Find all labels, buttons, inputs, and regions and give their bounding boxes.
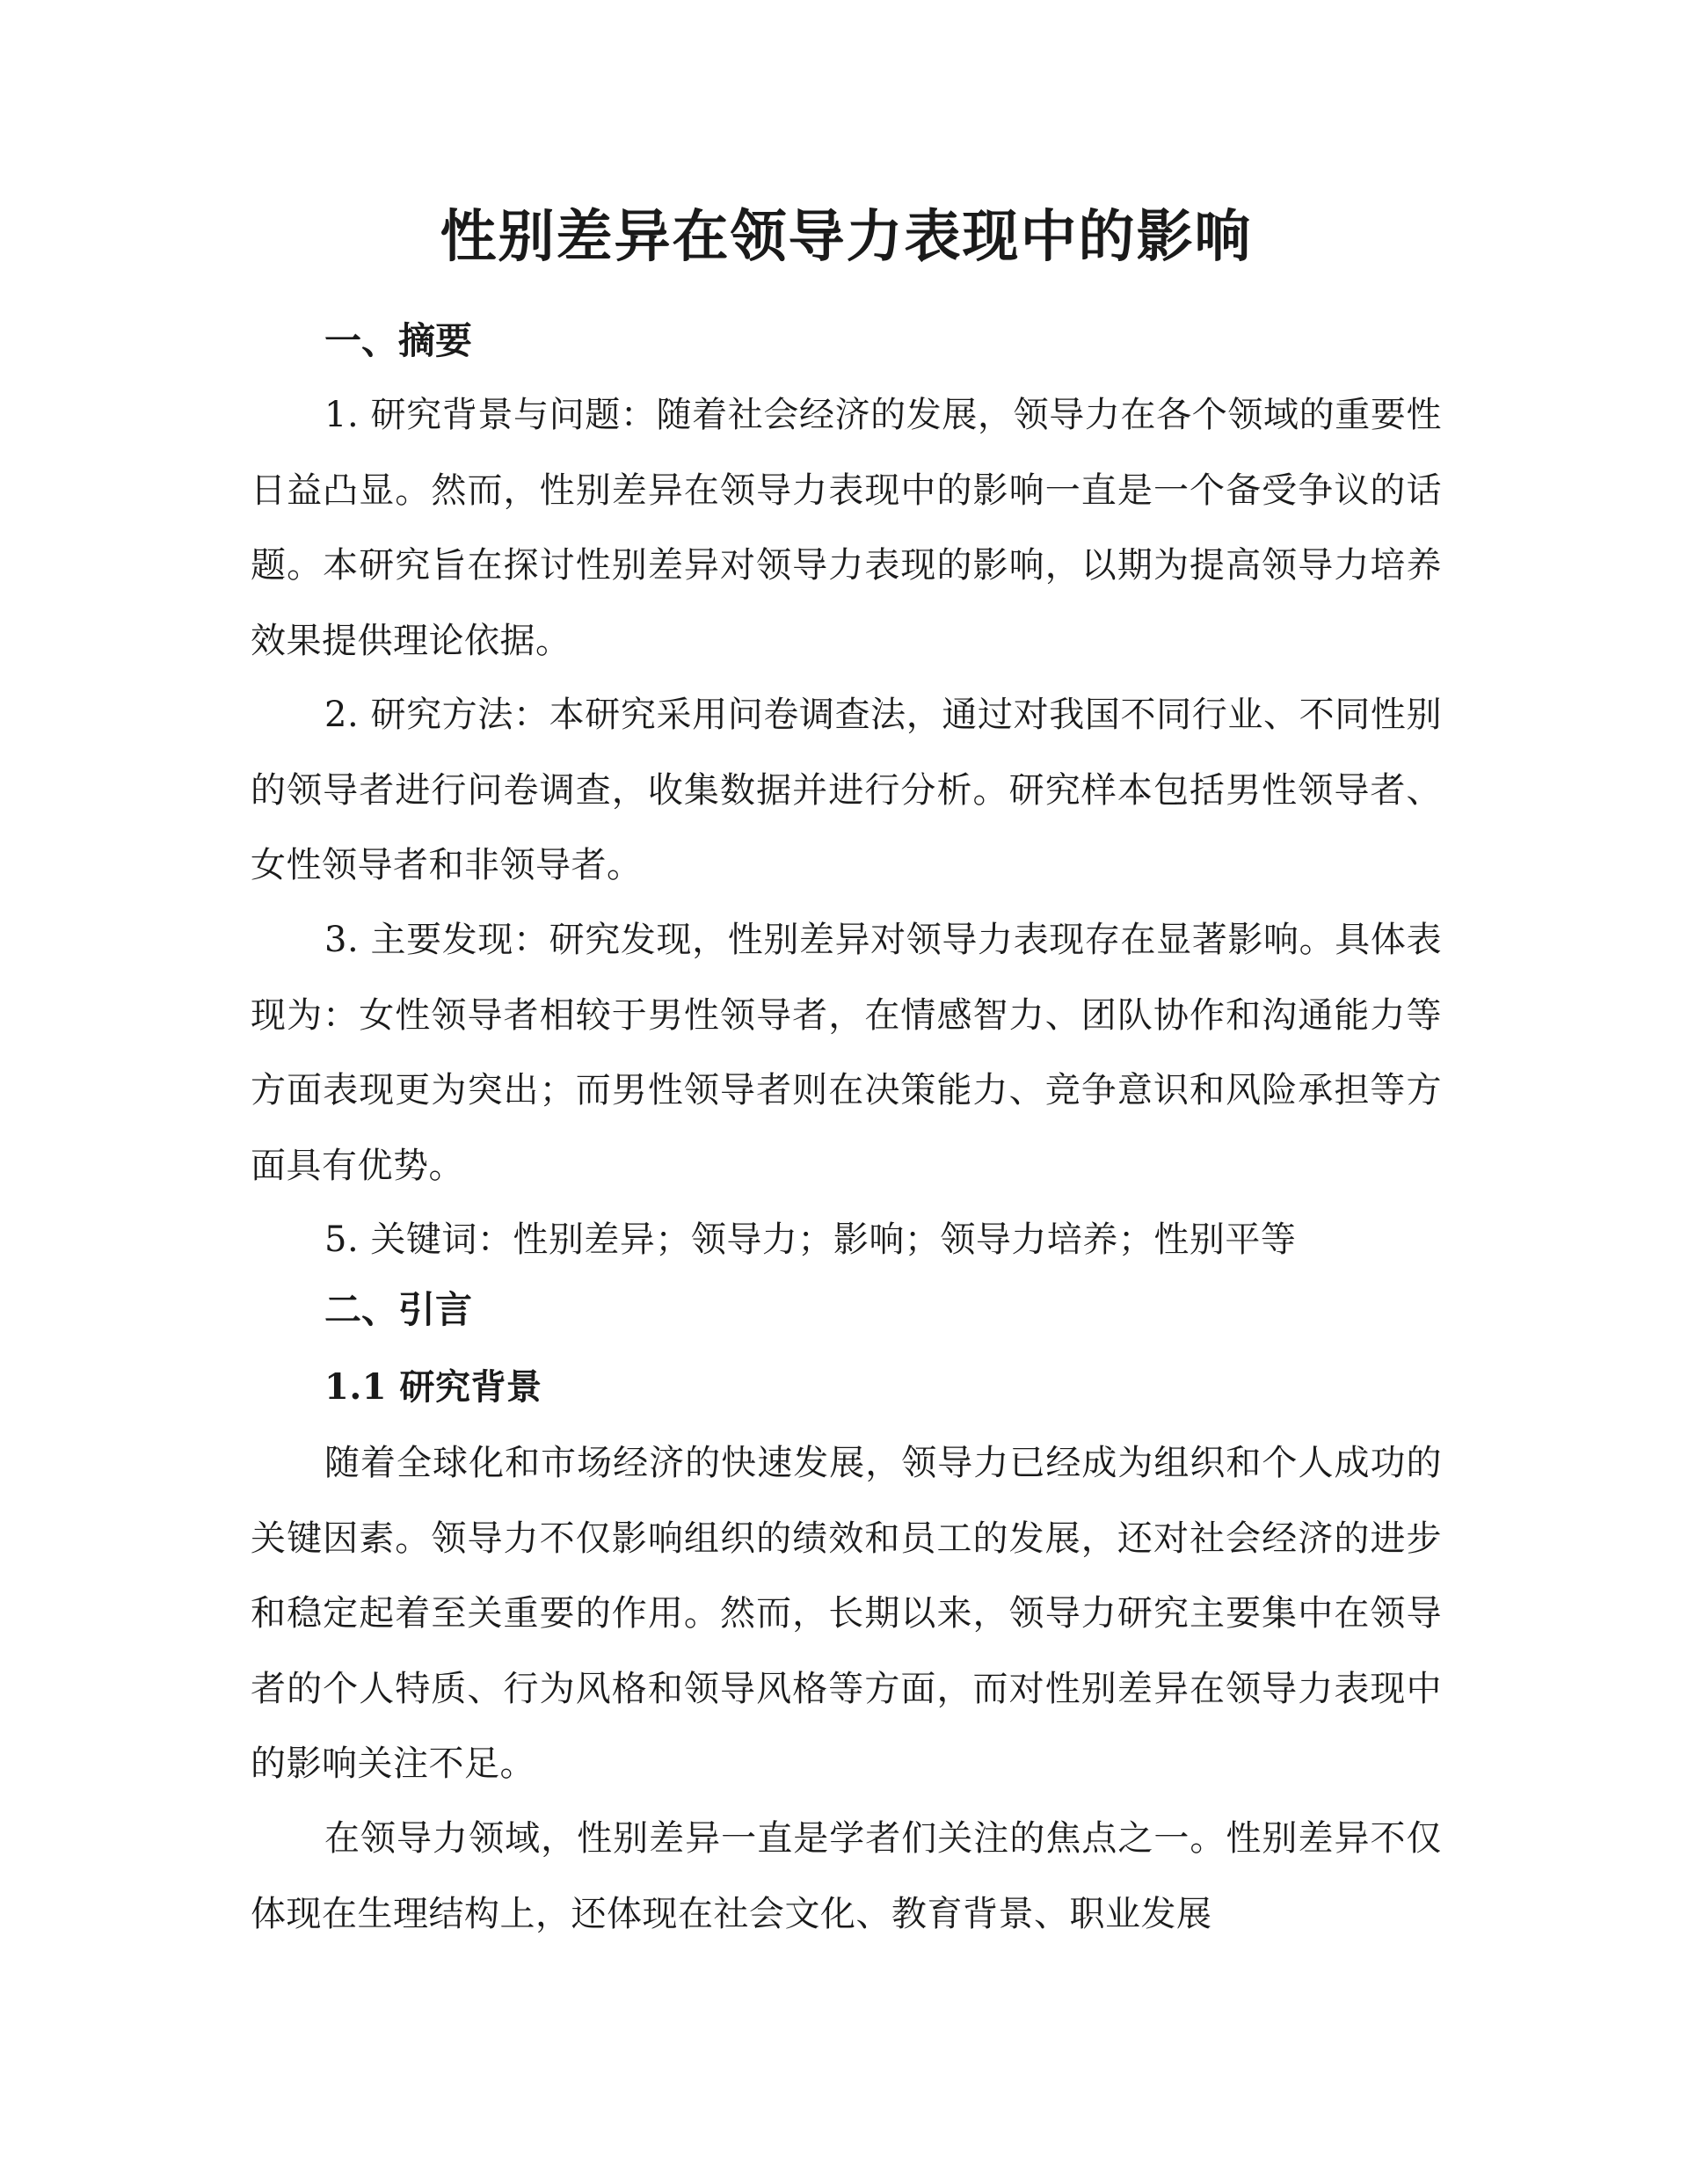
section-heading-abstract: 一、摘要 bbox=[324, 319, 473, 362]
document-title: 性别差异在领导力表现中的影响 bbox=[440, 205, 1253, 270]
intro-paragraph-1: 随着全球化和市场经济的快速发展，领导力已经成为组织和个人成功的关键因素。领导力不仅影响组织的绩效和员工的发展，还对社会经济的进步和稳定起着至关重要的作用。然而，长期以来，领导力研究主要集中在领导者的个人特质、行为风格和领导风格等方面，而对性别差异在领导力表现中的影响关注不足。 bbox=[251, 1443, 1442, 1784]
subheading-research-background: 1.1 研究背景 bbox=[324, 1366, 542, 1408]
abstract-paragraph-method: 2. 研究方法：本研究采用问卷调查法，通过对我国不同行业、不同性别的领导者进行问卷调查，收集数据并进行分析。研究样本包括男性领导者、女性领导者和非领导者。 bbox=[251, 695, 1442, 885]
abstract-paragraph-keywords: 5. 关键词：性别差异；领导力；影响；领导力培养；性别平等 bbox=[324, 1219, 1297, 1260]
intro-paragraph-2: 在领导力领域，性别差异一直是学者们关注的焦点之一。性别差异不仅体现在生理结构上，还体现在社会文化、教育背景、职业发展 bbox=[251, 1818, 1442, 1934]
abstract-paragraph-background: 1. 研究背景与问题：随着社会经济的发展，领导力在各个领域的重要性日益凸显。然而，性别差异在领导力表现中的影响一直是一个备受争议的话题。本研究旨在探讨性别差异对领导力表现的影响，以期为提高领导力培养效果提供理论依据。 bbox=[251, 395, 1442, 661]
section-heading-introduction: 二、引言 bbox=[324, 1288, 473, 1331]
abstract-paragraph-findings: 3. 主要发现：研究发现，性别差异对领导力表现存在显著影响。具体表现为：女性领导者相较于男性领导者，在情感智力、团队协作和沟通能力等方面表现更为突出；而男性领导者则在决策能力、竞争意识和风险承担等方面具有优势。 bbox=[251, 920, 1442, 1186]
